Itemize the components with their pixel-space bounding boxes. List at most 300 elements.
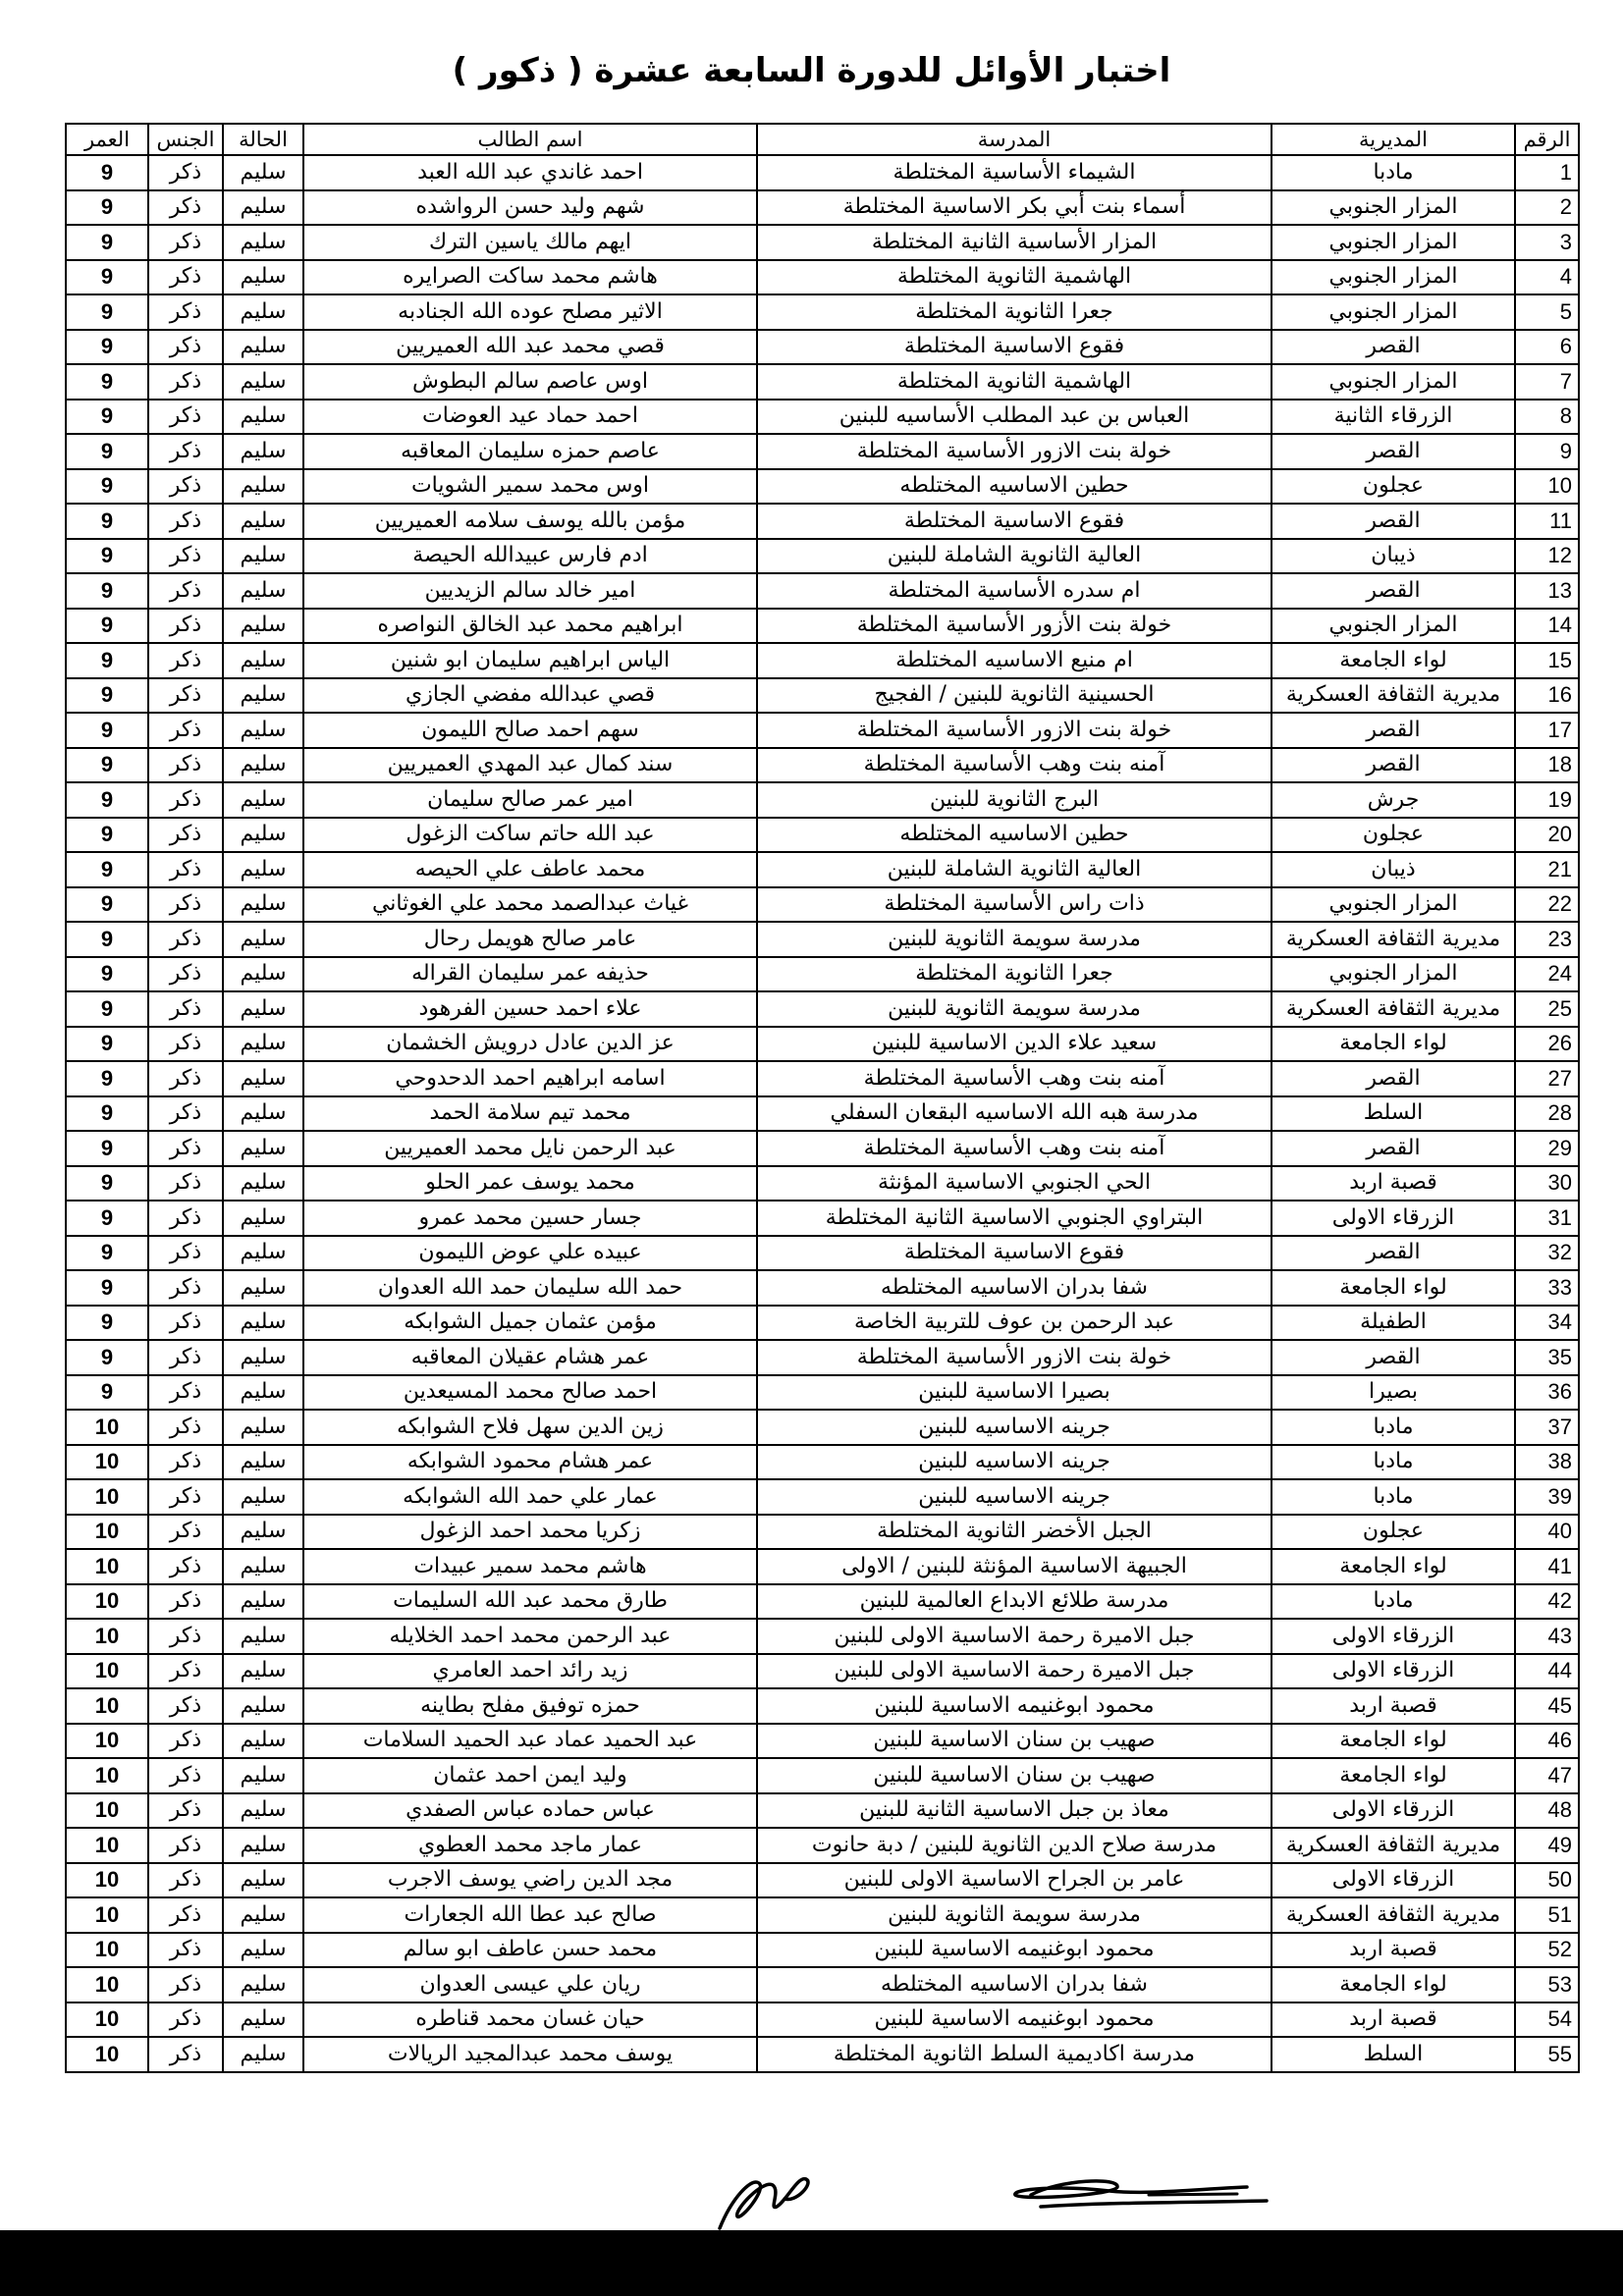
row-school: جرينه الاساسيه للبنين bbox=[757, 1445, 1271, 1480]
row-school: الحي الجنوبي الاساسية المؤنثة bbox=[757, 1166, 1271, 1201]
row-status: سليم bbox=[223, 1724, 303, 1759]
row-number: 30 bbox=[1515, 1166, 1579, 1201]
row-status: سليم bbox=[223, 539, 303, 574]
row-directorate: عجلون bbox=[1271, 469, 1515, 505]
row-gender: ذكر bbox=[148, 1515, 223, 1550]
row-age: 10 bbox=[66, 1724, 148, 1759]
row-gender: ذكر bbox=[148, 643, 223, 678]
row-student-name: احمد غاندي عبد الله العبد bbox=[303, 155, 757, 190]
table-row bbox=[66, 922, 1579, 957]
row-school: فقوع الاساسية المختلطة bbox=[757, 504, 1271, 539]
row-number: 25 bbox=[1515, 991, 1579, 1027]
row-directorate: مادبا bbox=[1271, 155, 1515, 190]
row-student-name: ابراهيم محمد عبد الخالق النواصره bbox=[303, 609, 757, 644]
row-directorate: المزار الجنوبي bbox=[1271, 609, 1515, 644]
row-directorate: المزار الجنوبي bbox=[1271, 364, 1515, 400]
row-age: 10 bbox=[66, 1654, 148, 1689]
row-status: سليم bbox=[223, 1096, 303, 1132]
row-gender: ذكر bbox=[148, 1967, 223, 2002]
row-number: 4 bbox=[1515, 260, 1579, 295]
table-row bbox=[66, 1306, 1579, 1341]
table-row bbox=[66, 1096, 1579, 1132]
row-gender: ذكر bbox=[148, 2002, 223, 2038]
row-age: 10 bbox=[66, 1688, 148, 1724]
row-status: سليم bbox=[223, 330, 303, 365]
row-directorate: قصبة اربد bbox=[1271, 1933, 1515, 1968]
row-directorate: مديرية الثقافة العسكرية bbox=[1271, 991, 1515, 1027]
row-age: 9 bbox=[66, 713, 148, 748]
row-student-name: عبد الحميد عماد عبد الحميد السلامات bbox=[303, 1724, 757, 1759]
row-age: 9 bbox=[66, 155, 148, 190]
row-number: 42 bbox=[1515, 1584, 1579, 1620]
row-student-name: عاصم حمزه سليمان المعاقبه bbox=[303, 434, 757, 469]
row-age: 9 bbox=[66, 1236, 148, 1271]
row-school: خولة بنت الازور الأساسية المختلطة bbox=[757, 713, 1271, 748]
row-number: 23 bbox=[1515, 922, 1579, 957]
row-gender: ذكر bbox=[148, 1933, 223, 1968]
row-directorate: الزرقاء الاولى bbox=[1271, 1793, 1515, 1829]
row-student-name: طارق محمد عبد الله السليمات bbox=[303, 1584, 757, 1620]
row-number: 6 bbox=[1515, 330, 1579, 365]
row-student-name: حمزه توفيق مفلح بطاينه bbox=[303, 1688, 757, 1724]
row-student-name: محمد عاطف علي الحيصه bbox=[303, 852, 757, 887]
row-number: 34 bbox=[1515, 1306, 1579, 1341]
row-directorate: لواء الجامعة bbox=[1271, 1549, 1515, 1584]
row-gender: ذكر bbox=[148, 573, 223, 609]
table-row bbox=[66, 1828, 1579, 1863]
table-row bbox=[66, 852, 1579, 887]
row-status: سليم bbox=[223, 1897, 303, 1933]
row-age: 9 bbox=[66, 539, 148, 574]
signature-left bbox=[712, 2160, 820, 2238]
table-row bbox=[66, 1061, 1579, 1096]
row-number: 48 bbox=[1515, 1793, 1579, 1829]
row-age: 9 bbox=[66, 957, 148, 992]
row-student-name: اوس محمد سمير الشويات bbox=[303, 469, 757, 505]
row-age: 10 bbox=[66, 1515, 148, 1550]
row-gender: ذكر bbox=[148, 678, 223, 714]
row-school: الجبل الأخضر الثانوية المختلطة bbox=[757, 1515, 1271, 1550]
row-student-name: عمر هشام عقيلان المعاقبه bbox=[303, 1340, 757, 1375]
row-school: خولة بنت الازور الأساسية المختلطة bbox=[757, 434, 1271, 469]
table-row bbox=[66, 539, 1579, 574]
table-row bbox=[66, 1549, 1579, 1584]
row-school: العالية الثانوية الشاملة للبنين bbox=[757, 852, 1271, 887]
row-age: 9 bbox=[66, 818, 148, 853]
row-number: 13 bbox=[1515, 573, 1579, 609]
row-directorate: الزرقاء الاولى bbox=[1271, 1654, 1515, 1689]
row-directorate: المزار الجنوبي bbox=[1271, 294, 1515, 330]
row-number: 29 bbox=[1515, 1131, 1579, 1166]
row-school: مدرسة صلاح الدين الثانوية للبنين / دبة حانوت bbox=[757, 1828, 1271, 1863]
signature-area bbox=[0, 2160, 1623, 2238]
row-number: 22 bbox=[1515, 887, 1579, 923]
row-school: حطين الاساسيه المختلطه bbox=[757, 818, 1271, 853]
row-school: الهاشمية الثانوية المختلطة bbox=[757, 260, 1271, 295]
row-status: سليم bbox=[223, 1828, 303, 1863]
table-row bbox=[66, 260, 1579, 295]
results-table-container bbox=[65, 123, 1572, 2073]
row-directorate: القصر bbox=[1271, 330, 1515, 365]
row-student-name: زين الدين سهل فلاح الشوابكه bbox=[303, 1410, 757, 1445]
row-number: 39 bbox=[1515, 1479, 1579, 1515]
row-status: سليم bbox=[223, 1340, 303, 1375]
row-school: حطين الاساسيه المختلطه bbox=[757, 469, 1271, 505]
row-status: سليم bbox=[223, 991, 303, 1027]
row-gender: ذكر bbox=[148, 922, 223, 957]
row-gender: ذكر bbox=[148, 400, 223, 435]
table-row bbox=[66, 1375, 1579, 1411]
row-number: 28 bbox=[1515, 1096, 1579, 1132]
row-student-name: سهم احمد صالح الليمون bbox=[303, 713, 757, 748]
table-row bbox=[66, 1654, 1579, 1689]
row-age: 9 bbox=[66, 1131, 148, 1166]
row-number: 2 bbox=[1515, 190, 1579, 226]
row-age: 9 bbox=[66, 1270, 148, 1306]
row-age: 10 bbox=[66, 1863, 148, 1898]
row-status: سليم bbox=[223, 1688, 303, 1724]
row-number: 43 bbox=[1515, 1619, 1579, 1654]
row-number: 55 bbox=[1515, 2037, 1579, 2072]
row-directorate: قصبة اربد bbox=[1271, 1688, 1515, 1724]
row-gender: ذكر bbox=[148, 1096, 223, 1132]
row-school: آمنه بنت وهب الأساسية المختلطة bbox=[757, 1061, 1271, 1096]
row-status: سليم bbox=[223, 400, 303, 435]
row-age: 9 bbox=[66, 1340, 148, 1375]
row-school: مدرسة سويمة الثانوية للبنين bbox=[757, 1897, 1271, 1933]
row-number: 35 bbox=[1515, 1340, 1579, 1375]
row-directorate: القصر bbox=[1271, 1061, 1515, 1096]
row-student-name: جسار حسين محمد عمرو bbox=[303, 1201, 757, 1236]
row-age: 9 bbox=[66, 260, 148, 295]
row-status: سليم bbox=[223, 2037, 303, 2072]
table-row bbox=[66, 818, 1579, 853]
row-school: الهاشمية الثانوية المختلطة bbox=[757, 364, 1271, 400]
row-number: 44 bbox=[1515, 1654, 1579, 1689]
row-gender: ذكر bbox=[148, 887, 223, 923]
header-gender: الجنس bbox=[148, 124, 223, 155]
row-age: 9 bbox=[66, 294, 148, 330]
row-gender: ذكر bbox=[148, 1131, 223, 1166]
row-student-name: غياث عبدالصمد محمد علي الغوثاني bbox=[303, 887, 757, 923]
row-directorate: مديرية الثقافة العسكرية bbox=[1271, 1897, 1515, 1933]
row-gender: ذكر bbox=[148, 1445, 223, 1480]
row-gender: ذكر bbox=[148, 364, 223, 400]
row-age: 9 bbox=[66, 922, 148, 957]
row-student-name: مؤمن بالله يوسف سلامه العميريين bbox=[303, 504, 757, 539]
row-student-name: علاء احمد حسين الفرهود bbox=[303, 991, 757, 1027]
row-directorate: مادبا bbox=[1271, 1479, 1515, 1515]
row-status: سليم bbox=[223, 190, 303, 226]
row-gender: ذكر bbox=[148, 1688, 223, 1724]
row-age: 10 bbox=[66, 1828, 148, 1863]
row-school: ام منيع الاساسيه المختلطة bbox=[757, 643, 1271, 678]
row-school: صهيب بن سنان الاساسية للبنين bbox=[757, 1724, 1271, 1759]
row-gender: ذكر bbox=[148, 1828, 223, 1863]
row-student-name: ادم فارس عبيدالله الحيصة bbox=[303, 539, 757, 574]
row-number: 19 bbox=[1515, 782, 1579, 818]
table-row bbox=[66, 1897, 1579, 1933]
row-age: 10 bbox=[66, 1445, 148, 1480]
row-number: 14 bbox=[1515, 609, 1579, 644]
row-gender: ذكر bbox=[148, 1061, 223, 1096]
row-school: جعرا الثانوية المختلطة bbox=[757, 957, 1271, 992]
table-row bbox=[66, 1479, 1579, 1515]
row-number: 7 bbox=[1515, 364, 1579, 400]
row-school: مدرسة اكاديمية السلط الثانوية المختلطة bbox=[757, 2037, 1271, 2072]
row-status: سليم bbox=[223, 2002, 303, 2038]
row-status: سليم bbox=[223, 678, 303, 714]
row-age: 10 bbox=[66, 1479, 148, 1515]
row-directorate: ذيبان bbox=[1271, 852, 1515, 887]
table-row bbox=[66, 991, 1579, 1027]
table-row bbox=[66, 887, 1579, 923]
row-age: 9 bbox=[66, 364, 148, 400]
row-number: 54 bbox=[1515, 2002, 1579, 2038]
row-directorate: بصيرا bbox=[1271, 1375, 1515, 1411]
row-status: سليم bbox=[223, 294, 303, 330]
row-student-name: حيان غسان محمد قناطره bbox=[303, 2002, 757, 2038]
row-age: 10 bbox=[66, 1410, 148, 1445]
row-age: 9 bbox=[66, 434, 148, 469]
row-school: فقوع الاساسية المختلطة bbox=[757, 330, 1271, 365]
row-gender: ذكر bbox=[148, 225, 223, 260]
row-age: 10 bbox=[66, 1584, 148, 1620]
row-age: 9 bbox=[66, 225, 148, 260]
row-status: سليم bbox=[223, 364, 303, 400]
row-school: جرينه الاساسيه للبنين bbox=[757, 1479, 1271, 1515]
row-gender: ذكر bbox=[148, 1863, 223, 1898]
row-school: البرج الثانوية للبنين bbox=[757, 782, 1271, 818]
row-status: سليم bbox=[223, 1131, 303, 1166]
row-student-name: محمد تيم سلامة الحمد bbox=[303, 1096, 757, 1132]
row-student-name: اسامه ابراهيم احمد الدحدوحي bbox=[303, 1061, 757, 1096]
row-directorate: مديرية الثقافة العسكرية bbox=[1271, 678, 1515, 714]
table-row bbox=[66, 1967, 1579, 2002]
row-directorate: القصر bbox=[1271, 504, 1515, 539]
row-school: البتراوي الجنوبي الاساسية الثانية المختلطة bbox=[757, 1201, 1271, 1236]
row-student-name: عباس حماده عباس الصفدي bbox=[303, 1793, 757, 1829]
row-student-name: اوس عاصم سالم البطوش bbox=[303, 364, 757, 400]
row-student-name: عمار ماجد محمد العطوي bbox=[303, 1828, 757, 1863]
table-row bbox=[66, 713, 1579, 748]
row-student-name: عمر هشام محمود الشوابكه bbox=[303, 1445, 757, 1480]
row-age: 9 bbox=[66, 1201, 148, 1236]
row-age: 9 bbox=[66, 1096, 148, 1132]
row-number: 45 bbox=[1515, 1688, 1579, 1724]
row-number: 18 bbox=[1515, 748, 1579, 783]
row-age: 9 bbox=[66, 504, 148, 539]
table-row bbox=[66, 1027, 1579, 1062]
row-number: 24 bbox=[1515, 957, 1579, 992]
row-number: 33 bbox=[1515, 1270, 1579, 1306]
row-status: سليم bbox=[223, 643, 303, 678]
row-directorate: السلط bbox=[1271, 1096, 1515, 1132]
table-row bbox=[66, 400, 1579, 435]
scan-bottom-band bbox=[0, 2230, 1623, 2296]
row-student-name: عبيده علي عوض الليمون bbox=[303, 1236, 757, 1271]
row-school: الحسينية الثانوية للبنين / الفجيج bbox=[757, 678, 1271, 714]
row-student-name: ريان علي عيسى العدوان bbox=[303, 1967, 757, 2002]
row-status: سليم bbox=[223, 713, 303, 748]
row-directorate: لواء الجامعة bbox=[1271, 1758, 1515, 1793]
row-age: 9 bbox=[66, 609, 148, 644]
row-directorate: لواء الجامعة bbox=[1271, 643, 1515, 678]
row-status: سليم bbox=[223, 852, 303, 887]
row-student-name: هاشم محمد سمير عبيدات bbox=[303, 1549, 757, 1584]
table-row bbox=[66, 1340, 1579, 1375]
row-school: محمود ابوغنيمه الاساسية للبنين bbox=[757, 1688, 1271, 1724]
row-gender: ذكر bbox=[148, 748, 223, 783]
row-status: سليم bbox=[223, 922, 303, 957]
row-age: 10 bbox=[66, 1967, 148, 2002]
row-student-name: يوسف محمد عبدالمجيد الريالات bbox=[303, 2037, 757, 2072]
row-directorate: مادبا bbox=[1271, 1584, 1515, 1620]
table-row bbox=[66, 678, 1579, 714]
row-number: 3 bbox=[1515, 225, 1579, 260]
row-school: صهيب بن سنان الاساسية للبنين bbox=[757, 1758, 1271, 1793]
row-directorate: المزار الجنوبي bbox=[1271, 887, 1515, 923]
row-age: 9 bbox=[66, 782, 148, 818]
row-school: الجبيهة الاساسية المؤنثة للبنين / الاولى bbox=[757, 1549, 1271, 1584]
row-school: آمنه بنت وهب الأساسية المختلطة bbox=[757, 748, 1271, 783]
row-school: محمود ابوغنيمه الاساسية للبنين bbox=[757, 1933, 1271, 1968]
table-row bbox=[66, 469, 1579, 505]
table-row bbox=[66, 190, 1579, 226]
row-age: 9 bbox=[66, 573, 148, 609]
row-status: سليم bbox=[223, 1166, 303, 1201]
table-row bbox=[66, 1724, 1579, 1759]
row-status: سليم bbox=[223, 1027, 303, 1062]
row-student-name: حمد الله سليمان حمد الله العدوان bbox=[303, 1270, 757, 1306]
row-gender: ذكر bbox=[148, 1479, 223, 1515]
row-gender: ذكر bbox=[148, 1166, 223, 1201]
row-age: 9 bbox=[66, 469, 148, 505]
row-student-name: امير عمر صالح سليمان bbox=[303, 782, 757, 818]
table-body bbox=[66, 155, 1579, 2072]
page-title: اختبار الأوائل للدورة السابعة عشرة ( ذكور ) bbox=[452, 51, 1171, 90]
table-row bbox=[66, 1619, 1579, 1654]
row-student-name: وليد ايمن احمد عثمان bbox=[303, 1758, 757, 1793]
table-row bbox=[66, 1793, 1579, 1829]
row-directorate: القصر bbox=[1271, 748, 1515, 783]
row-age: 9 bbox=[66, 852, 148, 887]
row-directorate: المزار الجنوبي bbox=[1271, 260, 1515, 295]
row-school: جبل الاميرة رحمة الاساسية الاولى للبنين bbox=[757, 1654, 1271, 1689]
row-school: أسماء بنت أبي بكر الاساسية المختلطة bbox=[757, 190, 1271, 226]
header-number: الرقم bbox=[1515, 124, 1579, 155]
row-directorate: لواء الجامعة bbox=[1271, 1967, 1515, 2002]
row-gender: ذكر bbox=[148, 1340, 223, 1375]
row-school: العالية الثانوية الشاملة للبنين bbox=[757, 539, 1271, 574]
header-school: المدرسة bbox=[757, 124, 1271, 155]
row-directorate: قصبة اربد bbox=[1271, 2002, 1515, 2038]
row-gender: ذكر bbox=[148, 818, 223, 853]
row-school: معاذ بن جبل الاساسية الثانية للبنين bbox=[757, 1793, 1271, 1829]
row-status: سليم bbox=[223, 887, 303, 923]
table-row bbox=[66, 1758, 1579, 1793]
row-directorate: لواء الجامعة bbox=[1271, 1027, 1515, 1062]
row-student-name: احمد صالح محمد المسيعدين bbox=[303, 1375, 757, 1411]
row-status: سليم bbox=[223, 1793, 303, 1829]
row-number: 12 bbox=[1515, 539, 1579, 574]
row-status: سليم bbox=[223, 1549, 303, 1584]
row-student-name: عبد الرحمن نايل محمد العميريين bbox=[303, 1131, 757, 1166]
row-number: 41 bbox=[1515, 1549, 1579, 1584]
row-school: المزار الأساسية الثانية المختلطة bbox=[757, 225, 1271, 260]
row-gender: ذكر bbox=[148, 609, 223, 644]
row-school: بصيرا الاساسية للبنين bbox=[757, 1375, 1271, 1411]
row-student-name: عمار علي حمد الله الشوابكه bbox=[303, 1479, 757, 1515]
row-student-name: سند كمال عبد المهدي العميريين bbox=[303, 748, 757, 783]
row-gender: ذكر bbox=[148, 991, 223, 1027]
row-gender: ذكر bbox=[148, 469, 223, 505]
row-student-name: امير خالد سالم الزيديين bbox=[303, 573, 757, 609]
row-number: 21 bbox=[1515, 852, 1579, 887]
row-age: 9 bbox=[66, 748, 148, 783]
row-number: 15 bbox=[1515, 643, 1579, 678]
row-gender: ذكر bbox=[148, 1758, 223, 1793]
row-status: سليم bbox=[223, 957, 303, 992]
row-status: سليم bbox=[223, 1479, 303, 1515]
row-age: 9 bbox=[66, 991, 148, 1027]
row-status: سليم bbox=[223, 1236, 303, 1271]
row-gender: ذكر bbox=[148, 1724, 223, 1759]
row-school: جعرا الثانوية المختلطة bbox=[757, 294, 1271, 330]
row-school: مدرسة سويمة الثانوية للبنين bbox=[757, 991, 1271, 1027]
table-row bbox=[66, 1166, 1579, 1201]
row-directorate: عجلون bbox=[1271, 818, 1515, 853]
table-row bbox=[66, 225, 1579, 260]
row-number: 37 bbox=[1515, 1410, 1579, 1445]
row-school: عامر بن الجراح الاساسية الاولى للبنين bbox=[757, 1863, 1271, 1898]
row-age: 10 bbox=[66, 1758, 148, 1793]
row-age: 9 bbox=[66, 1306, 148, 1341]
row-gender: ذكر bbox=[148, 260, 223, 295]
row-number: 1 bbox=[1515, 155, 1579, 190]
row-student-name: عبد الرحمن محمد احمد الخلايله bbox=[303, 1619, 757, 1654]
row-number: 38 bbox=[1515, 1445, 1579, 1480]
row-number: 8 bbox=[1515, 400, 1579, 435]
row-school: آمنه بنت وهب الأساسية المختلطة bbox=[757, 1131, 1271, 1166]
row-number: 47 bbox=[1515, 1758, 1579, 1793]
results-table bbox=[65, 123, 1580, 2073]
row-gender: ذكر bbox=[148, 713, 223, 748]
row-status: سليم bbox=[223, 1445, 303, 1480]
row-directorate: عجلون bbox=[1271, 1515, 1515, 1550]
row-age: 10 bbox=[66, 1619, 148, 1654]
row-gender: ذكر bbox=[148, 1270, 223, 1306]
row-school: مدرسة هبه الله الاساسيه البقعان السفلي bbox=[757, 1096, 1271, 1132]
row-age: 9 bbox=[66, 1027, 148, 1062]
table-row bbox=[66, 782, 1579, 818]
row-number: 20 bbox=[1515, 818, 1579, 853]
row-number: 9 bbox=[1515, 434, 1579, 469]
table-row bbox=[66, 1933, 1579, 1968]
row-directorate: مادبا bbox=[1271, 1445, 1515, 1480]
row-gender: ذكر bbox=[148, 1897, 223, 1933]
row-status: سليم bbox=[223, 1654, 303, 1689]
row-age: 10 bbox=[66, 1897, 148, 1933]
row-gender: ذكر bbox=[148, 190, 223, 226]
header-age: العمر bbox=[66, 124, 148, 155]
row-school: شفا بدران الاساسيه المختلطه bbox=[757, 1270, 1271, 1306]
row-directorate: لواء الجامعة bbox=[1271, 1724, 1515, 1759]
row-number: 27 bbox=[1515, 1061, 1579, 1096]
row-status: سليم bbox=[223, 1270, 303, 1306]
row-gender: ذكر bbox=[148, 957, 223, 992]
table-row bbox=[66, 609, 1579, 644]
